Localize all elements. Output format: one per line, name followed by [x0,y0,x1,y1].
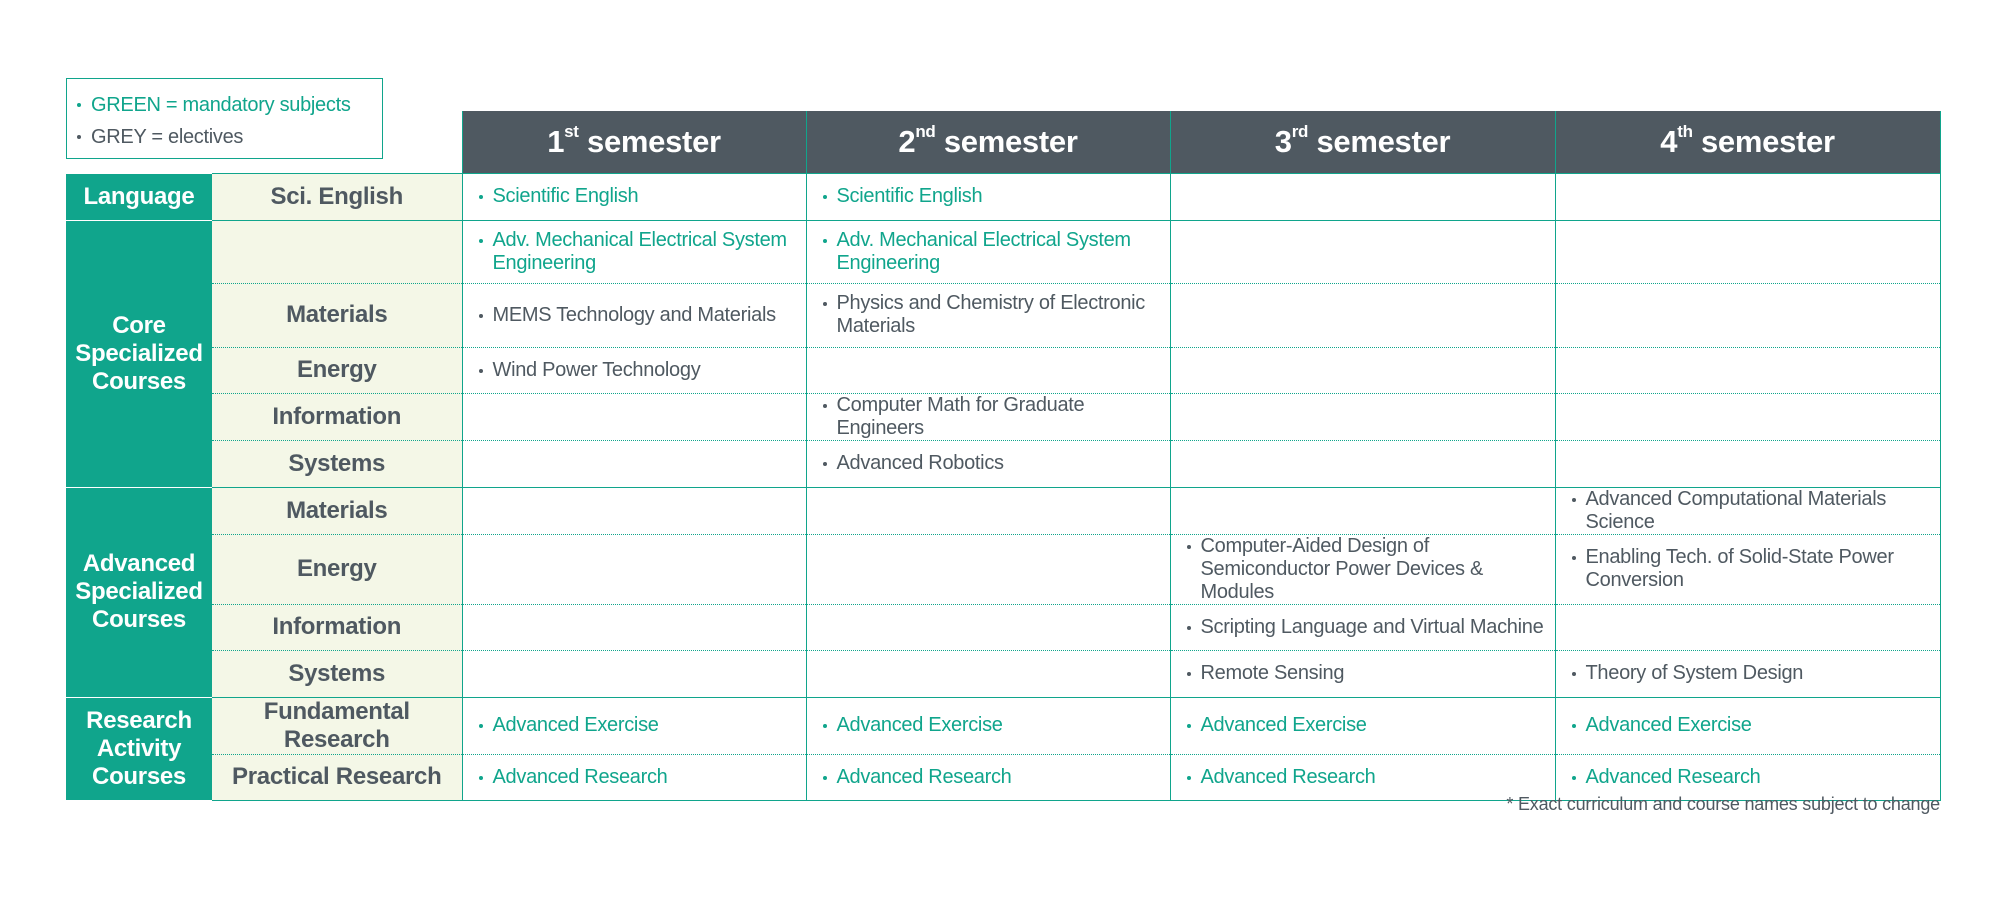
subcategory-practical: Practical Research [212,754,462,800]
course-cell [1170,347,1555,393]
course-item: Advanced Exercise [493,714,798,737]
table-row [66,347,1940,393]
semester-header-4: 4th semester [1555,111,1940,173]
course-cell [462,393,806,440]
table-row [66,440,1940,487]
category-core: Core Specialized Courses [66,220,212,487]
course-cell [1170,604,1555,650]
course-cell [462,697,806,754]
category-language: Language [66,173,212,220]
course-cell [806,534,1170,604]
course-cell [1555,440,1940,487]
course-cell [806,754,1170,800]
semester-header-3: 3rd semester [1170,111,1555,173]
course-cell [806,283,1170,347]
course-cell [1555,347,1940,393]
course-item: Advanced Computational Materials Science [1586,488,1932,534]
course-cell [1170,697,1555,754]
course-cell [1170,754,1555,800]
subcategory-systems: Systems [212,650,462,697]
course-item: Advanced Research [837,766,1162,789]
course-cell [462,283,806,347]
category-research: Research Activity Courses [66,697,212,800]
course-item: Scripting Language and Virtual Machine [1201,616,1547,639]
subcategory-materials: Materials [212,487,462,534]
subcategory-energy: Energy [212,534,462,604]
table-row [66,220,1940,283]
course-item: Advanced Robotics [837,452,1162,475]
table-row [66,650,1940,697]
course-cell [806,440,1170,487]
course-item: Advanced Exercise [1201,714,1547,737]
course-cell [1555,604,1940,650]
course-cell [462,487,806,534]
course-cell [1555,487,1940,534]
legend-elective: GREY = electives [91,121,382,153]
course-cell [806,393,1170,440]
table-row [66,283,1940,347]
course-cell [1555,650,1940,697]
semester-header-row [66,111,1940,173]
course-cell [806,347,1170,393]
table-row [66,697,1940,754]
course-item: Advanced Research [1201,766,1547,789]
course-cell [1170,173,1555,220]
course-cell [462,650,806,697]
course-cell [462,754,806,800]
semester-header-2: 2nd semester [806,111,1170,173]
course-cell [1170,650,1555,697]
course-item: Advanced Research [1586,766,1932,789]
course-item: MEMS Technology and Materials [493,304,798,327]
course-cell [1555,393,1940,440]
course-cell [1555,534,1940,604]
course-cell [1170,393,1555,440]
legend-mandatory: GREEN = mandatory subjects [91,89,382,121]
course-cell [806,604,1170,650]
course-cell [1555,697,1940,754]
semester-header-1: 1st semester [462,111,806,173]
course-cell [462,173,806,220]
course-cell [806,487,1170,534]
subcategory-systems: Systems [212,440,462,487]
footnote: * Exact curriculum and course names subject to change [1506,794,1940,814]
subcategory-information: Information [212,604,462,650]
course-cell [1555,283,1940,347]
curriculum-table [66,111,1941,801]
table-row [66,393,1940,440]
subcategory-materials: Materials [212,283,462,347]
table-row [66,534,1940,604]
course-item: Adv. Mechanical Electrical System Engineering [837,229,1162,275]
course-cell [462,220,806,283]
course-cell [1170,283,1555,347]
table-row [66,604,1940,650]
course-item: Scientific English [837,185,1162,208]
subcategory-sci-english: Sci. English [212,173,462,220]
course-item: Advanced Exercise [837,714,1162,737]
table-row [66,173,1940,220]
course-cell [462,440,806,487]
course-cell [806,173,1170,220]
course-cell [1170,534,1555,604]
course-cell [1170,220,1555,283]
course-item: Physics and Chemistry of Electronic Materials [837,292,1162,338]
table-row [66,487,1940,534]
course-cell [806,697,1170,754]
course-item: Adv. Mechanical Electrical System Engineering [493,229,798,275]
category-advanced: Advanced Specialized Courses [66,487,212,697]
course-cell [462,604,806,650]
course-cell [806,220,1170,283]
course-item: Enabling Tech. of Solid-State Power Conversion [1586,546,1932,592]
course-item: Computer-Aided Design of Semiconductor Power Devices & Modules [1201,535,1547,604]
course-item: Scientific English [493,185,798,208]
course-cell [1170,487,1555,534]
subcategory-fundamental: Fundamental Research [212,697,462,754]
course-cell [462,347,806,393]
course-item: Theory of System Design [1586,662,1932,685]
course-cell [1555,173,1940,220]
course-item: Wind Power Technology [493,359,798,382]
subcategory-blank [212,220,462,283]
course-item: Computer Math for Graduate Engineers [837,394,1162,440]
course-cell [806,650,1170,697]
course-item: Remote Sensing [1201,662,1547,685]
course-cell [1555,220,1940,283]
course-cell [462,534,806,604]
subcategory-information: Information [212,393,462,440]
course-cell [1170,440,1555,487]
subcategory-energy: Energy [212,347,462,393]
course-item: Advanced Exercise [1586,714,1932,737]
course-item: Advanced Research [493,766,798,789]
